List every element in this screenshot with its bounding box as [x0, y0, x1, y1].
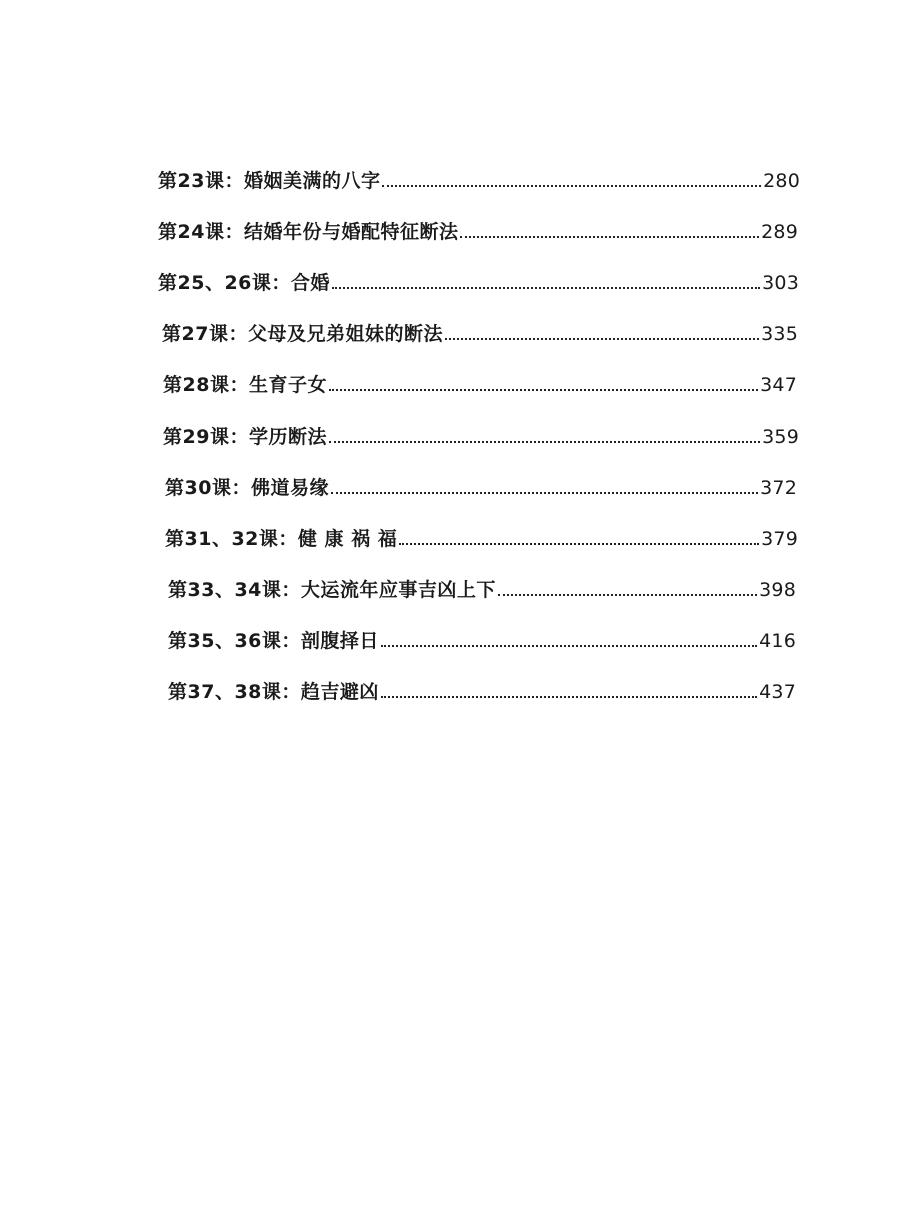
toc-dot-leader: [329, 389, 758, 391]
toc-dot-leader: [445, 338, 759, 340]
toc-dot-leader: [460, 236, 759, 238]
toc-entry[interactable]: [165, 469, 797, 499]
toc-entry-title: 第25、26课：合婚: [158, 272, 330, 294]
toc-dot-leader: [381, 645, 757, 647]
toc-entry[interactable]: [158, 162, 800, 192]
toc-entry[interactable]: [165, 520, 798, 550]
toc-entry-page: 335: [761, 323, 798, 345]
toc-entry[interactable]: [163, 418, 799, 448]
toc-entry-title: 第37、38课：趋吉避凶: [168, 681, 379, 703]
toc-entry-title: 第28课：生育子女: [163, 374, 327, 396]
toc-entry-title: 第24课：结婚年份与婚配特征断法: [158, 221, 459, 243]
toc-entry[interactable]: [168, 571, 796, 601]
toc-dot-leader: [498, 594, 757, 596]
toc-entry-page: 437: [759, 681, 796, 703]
toc-entry[interactable]: [163, 366, 797, 396]
toc-entry-title: 第30课：佛道易缘: [165, 477, 329, 499]
toc-entry[interactable]: [158, 264, 799, 294]
toc-entry-page: 347: [760, 374, 797, 396]
toc-entry-page: 372: [760, 477, 797, 499]
toc-entry-title: 第31、32课：健 康 祸 福: [165, 528, 398, 550]
toc-entry-page: 359: [762, 426, 799, 448]
toc-dot-leader: [329, 441, 760, 443]
toc-dot-leader: [399, 543, 759, 545]
toc-dot-leader: [332, 287, 760, 289]
toc-entry-title: 第23课：婚姻美满的八字: [158, 170, 381, 192]
toc-entry-page: 289: [761, 221, 798, 243]
toc-dot-leader: [381, 696, 757, 698]
toc-entry-page: 398: [759, 579, 796, 601]
toc-entry[interactable]: [162, 315, 798, 345]
toc-entry-title: 第35、36课：剖腹择日: [168, 630, 379, 652]
toc-entry-title: 第29课：学历断法: [163, 426, 327, 448]
toc-entry-title: 第27课：父母及兄弟姐妹的断法: [162, 323, 443, 345]
toc-dot-leader: [331, 492, 758, 494]
toc-entry[interactable]: [168, 622, 796, 652]
toc-entry[interactable]: [168, 673, 796, 703]
toc-entry-page: 416: [759, 630, 796, 652]
toc-entry[interactable]: [158, 213, 798, 243]
toc-dot-leader: [382, 185, 761, 187]
toc-entry-page: 303: [762, 272, 799, 294]
toc-entry-page: 280: [763, 170, 800, 192]
toc-entry-page: 379: [761, 528, 798, 550]
toc-entry-title: 第33、34课：大运流年应事吉凶上下: [168, 579, 496, 601]
